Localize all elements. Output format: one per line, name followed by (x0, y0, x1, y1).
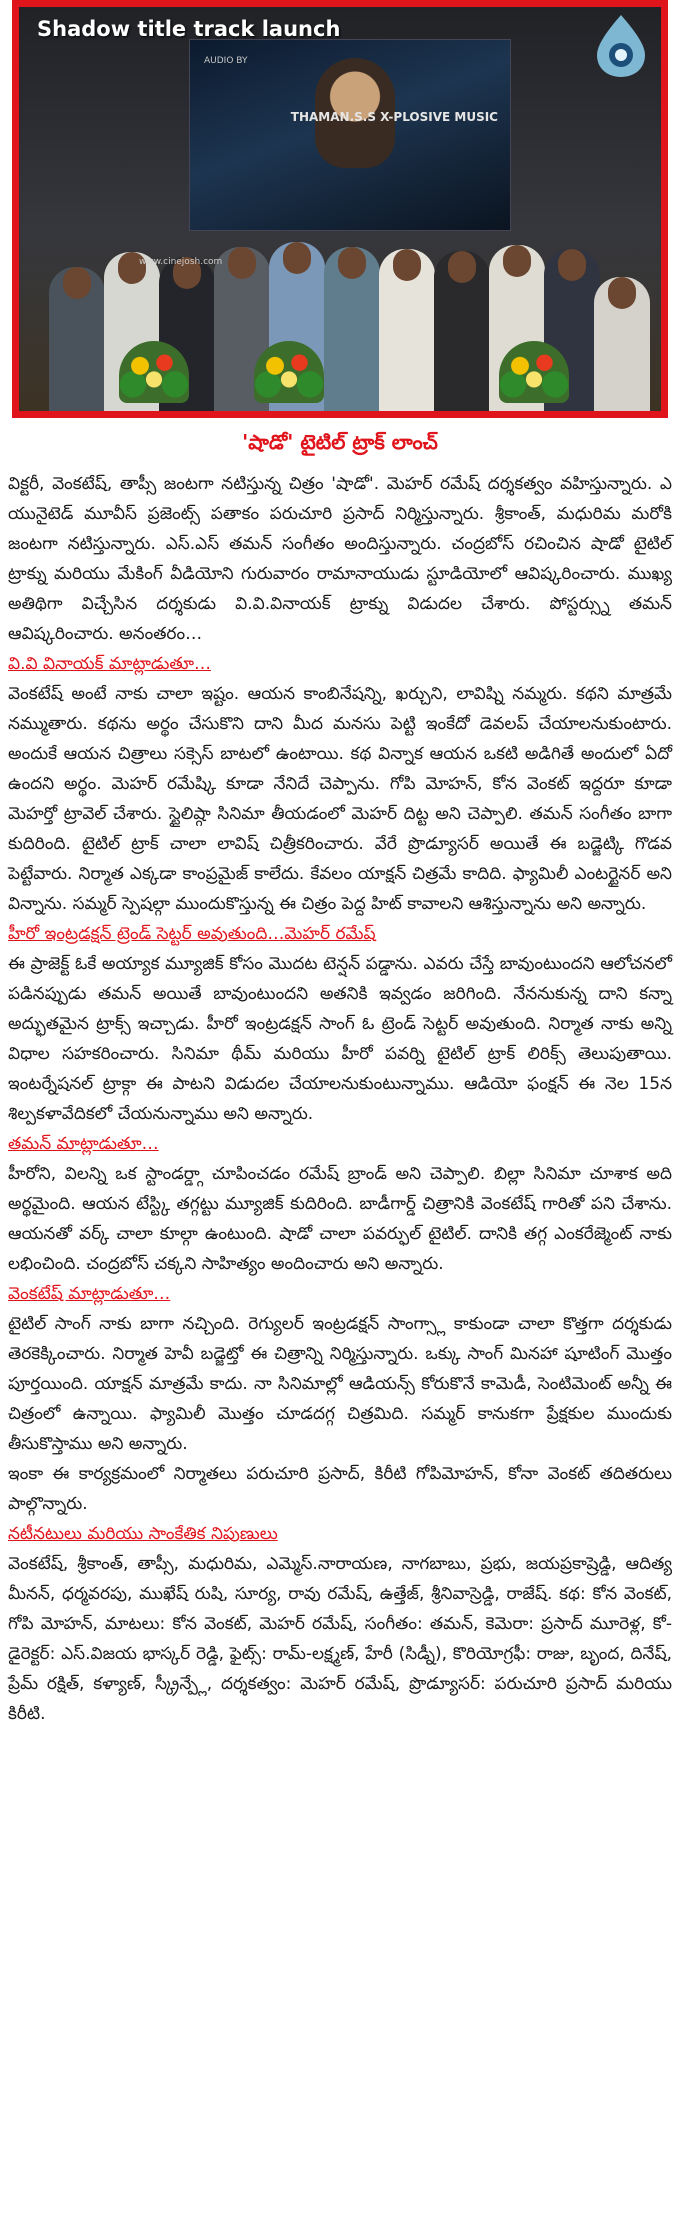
site-logo-icon (591, 11, 651, 79)
article-body (0, 469, 680, 1729)
section-heading: వి.వి వినాయక్ మాట్లాడుతూ… (8, 654, 211, 674)
section-heading: నటీనటులు మరియు సాంకేతిక నిపుణులు (8, 1524, 278, 1544)
section-heading: తమన్ మాట్లాడుతూ… (8, 1134, 159, 1154)
flower-bouquet (254, 341, 324, 403)
person (324, 247, 380, 417)
article-paragraph: ఈ ప్రాజెక్ట్ ఓకే అయ్యాక మ్యూజిక్ కోసం మొదట టెన్షన్ పడ్డాను. ఎవరు చేస్తే బావుంటుందని ఆలోచనలో పడినప్పుడు తమన్ అయితే బావుంటుందని అతనికి ఇవ్వడం జరిగింది. నేననుకున్న దాని కన్నా అద్భుతమైన ట్రాక్స్ ఇచ్చాడు. హీరో ఇంట్రడక్షన్ సాంగ్ ఓ ట్రెండ్ సెట్టర్ అవుతుంది. నిర్మాత నాకు అన్ని విధాల సహకరించారు. సినిమా థీమ్ మరియు హీరో పవర్ని టైటిల్ ట్రాక్ లిరిక్స్ తెలుపుతాయి. ఇంటర్నేషనల్ ట్రాక్గా ఈ పాటని విడుదల చేయాలనుకుంటున్నాము. ఆడియో ఫంక్షన్ ఈ నెల 15న శిల్పకళావేదికలో చేయనున్నాము అని అన్నారు. (8, 954, 672, 1124)
article-paragraph: విక్టరీ, వెంకటేష్, తాప్సీ జంటగా నటిస్తున్న చిత్రం 'షాడో'. మెహర్ రమేష్ దర్శకత్వం వహిస్తున్నారు. ఎ యునైటెడ్ మూవీస్ ప్రజెంట్స్ పతాకం పరుచూరి ప్రసాద్ నిర్మిస్తున్నారు. శ్రీకాంత్, మధురిమ మరోకి జంటగా నటిస్తున్నారు. ఎస్.ఎస్ తమన్ సంగీతం అందిస్తున్నారు. చంద్రబోస్ రచించిన షాడో టైటిల్ ట్రాక్ను మరియు మేకింగ్ వీడియోని గురువారం రామానాయుడు స్టూడియోలో ఆవిష్కరించారు. ముఖ్య అతిథిగా విచ్చేసిన దర్శకుడు వి.వి.వినాయక్ ట్రాక్ను విడుదల చేశారు. పోస్టర్స్ను తమన్ ఆవిష్కరించారు. అనంతరం… (8, 474, 672, 644)
backdrop-music-label: THAMAN.S.S X-PLOSIVE MUSIC (290, 110, 498, 124)
flower-bouquet (499, 341, 569, 403)
person (49, 267, 105, 417)
article-title: 'షాడో' టైటిల్ ట్రాక్ లాంచ్ (242, 430, 438, 454)
person (434, 251, 490, 417)
flower-bouquet (119, 341, 189, 403)
article-paragraph: హీరోని, విలన్ని ఒక స్టాండర్డ్గా చూపించడం రమేష్ బ్రాండ్ అని చెప్పాలి. బిల్లా సినిమా చూశాక అది అర్థమైంది. ఆయన టేస్ట్కి తగ్గట్టు మ్యూజిక్ కుదిరింది. బాడీగార్డ్ చిత్రానికి వెంకటేష్ గారితో పని చేశాను. ఆయనతో వర్క్ చాలా కూల్గా ఉంటుంది. షాడో చాలా పవర్ఫుల్ టైటిల్. దానికి తగ్గ ఎంకరేజ్మెంట్ నాకు లభించింది. చంద్రబోస్ చక్కని సాహిత్యం అందించారు అని అన్నారు. (8, 1164, 672, 1274)
group-of-people (49, 157, 649, 417)
photo-watermark: www.cinejosh.com (139, 257, 223, 267)
section-heading: వెంకటేష్ మాట్లాడుతూ… (8, 1284, 171, 1304)
backdrop-label: AUDIO BY (204, 56, 248, 66)
article-paragraph: టైటిల్ సాంగ్ నాకు బాగా నచ్చింది. రెగ్యులర్ ఇంట్రడక్షన్ సాంగ్స్లా కాకుండా చాలా కొత్తగా దర్శకుడు తెరకెక్కించారు. నిర్మాత హెవీ బడ్జెట్తో ఈ చిత్రాన్ని నిర్మిస్తున్నారు. ఒక్కు సాంగ్ మినహా షూటింగ్ మొత్తం పూర్తయింది. యాక్షన్ మాత్రమే కాదు. నా సినిమాల్లో ఆడియన్స్ కోరుకొనే కామెడీ, సెంటిమెంట్ అన్నీ ఈ చిత్రంలో ఉన్నాయి. ఫ్యామిలీ మొత్తం చూడదగ్గ చిత్రమిది. సమ్మర్ కానుకగా ప్రేక్షకుల ముందుకు తీసుకొస్తాము అని అన్నారు. (8, 1314, 672, 1454)
person (594, 277, 650, 417)
article-paragraph: ఇంకా ఈ కార్యక్రమంలో నిర్మాతలు పరుచూరి ప్రసాద్, కిరీటి గోపిమోహన్, కోనా వెంకట్ తదితరులు పాల్గొన్నారు. (8, 1464, 672, 1514)
article-paragraph: వెంకటేష్, శ్రీకాంత్, తాప్సీ, మధురిమ, ఎమ్మెస్.నారాయణ, నాగబాబు, ప్రభు, జయప్రకాష్రెడ్డి, ఆదిత్య మీనన్, ధర్మవరపు, ముఖేష్ రుషి, సూర్య, రావు రమేష్, ఉత్తేజ్, శ్రీనివాస్రెడ్డి, రాజేష్. కథ: కోన వెంకట్, గోపి మోహన్, మాటలు: కోన వెంకట్, మెహర్ రమేష్, సంగీతం: తమన్, కెమెరా: ప్రసాద్ మూరెళ్ల, కో-డైరెక్టర్: ఎస్.విజయ భాస్కర్ రెడ్డి, ఫైట్స్: రామ్-లక్ష్మణ్, హేరీ (సిడ్నీ), కొరియోగ్రఫీ: రాజు, బృంద, దినేష్, ప్రేమ్ రక్షిత్, కళ్యాణ్, స్క్రీన్ప్లే, దర్శకత్వం: మెహర్ రమేష్, ప్రొడ్యూసర్: పరుచూరి ప్రసాద్ మరియు కిరీటి. (8, 1554, 672, 1724)
event-photo (12, 0, 668, 418)
person (379, 249, 435, 417)
photo-caption: Shadow title track launch (37, 17, 341, 41)
section-heading: హీరో ఇంట్రడక్షన్ ట్రెండ్ సెట్టర్ అవుతుంది…మెహర్ రమేష్ (8, 924, 376, 944)
article-paragraph: వెంకటేష్ అంటే నాకు చాలా ఇష్టం. ఆయన కాంబినేషన్ని, ఖర్చుని, లావిష్ని నమ్మరు. కథని మాత్రమే నమ్ముతారు. కథను అర్థం చేసుకొని దాని మీద మనసు పెట్టి ఇంకేదో డెవలప్ చేయాలనుకుంటారు. అందుకే ఆయన చిత్రాలు సక్సెస్ బాటలో ఉంటాయి. కథ విన్నాక ఆయన ఒకటి అడిగితే అందులో ఏదో ఉందని అర్థం. మెహర్ రమేష్కి కూడా నేనిదే చెప్పాను. గోపి మోహన్, కోన వెంకట్ ఇద్దరూ కూడా మెహర్తో ట్రావెల్ చేశారు. స్టైలిష్గా సినిమా తీయడంలో మెహర్ దిట్ట అని చెప్పాలి. తమన్ సంగీతం బాగా కుదిరింది. టైటిల్ ట్రాక్ చాలా లావిష్ చిత్రీకరించారు. వేరే ప్రొడ్యూసర్ అయితే ఈ బడ్జెట్కి గొడవ పెట్టేవారు. నిర్మాత ఎక్కడా కాంప్రమైజ్ కాలేదు. కేవలం యాక్షన్ చిత్రమే కాదిది. ఫ్యామిలీ ఎంటర్టైనర్ అని విన్నాను. సమ్మర్ స్పెషల్గా ముందుకొస్తున్న ఈ చిత్రం పెద్ద హిట్ కావాలని ఆశిస్తున్నాను అని అన్నారు. (8, 684, 672, 914)
